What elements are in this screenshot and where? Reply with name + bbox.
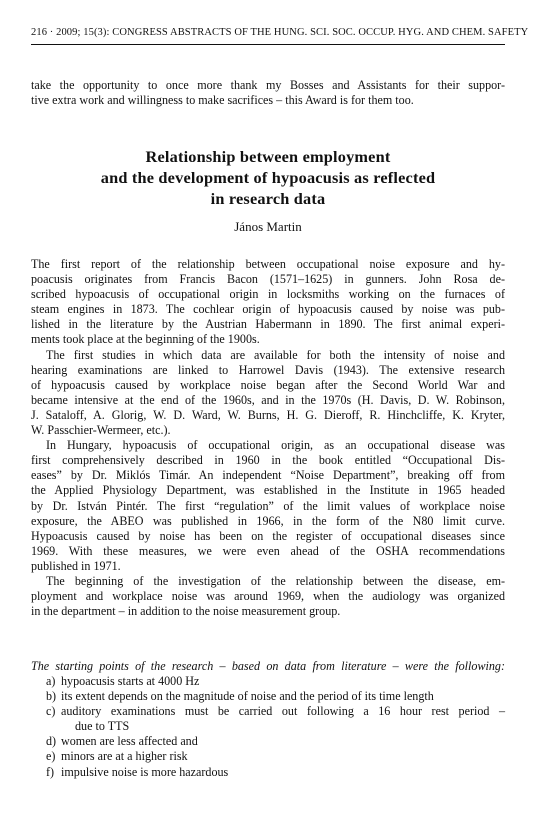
list-marker: a) <box>46 674 56 688</box>
list-item <box>31 704 505 734</box>
list-item-text: hypoacusis starts at 4000 Hz <box>61 674 200 688</box>
article-author: János Martin <box>234 219 302 234</box>
text-line: exposure, the ABEO was published in 1966, in the form of the N80 limit curve. <box>31 513 505 528</box>
text-line: first comprehensively described in 1960 in the book entitled “Occupational Dis- <box>31 453 505 468</box>
text-line: poacusis originates from Francis Bacon (1571–1625) in gunners. John Rosa de- <box>31 272 505 287</box>
list-item-text: women are less affected and <box>61 734 198 749</box>
list-item <box>31 674 505 689</box>
text-line: in the department – in addition to the noise measurement group. <box>31 604 341 619</box>
text-line: steam engines in 1873. The cochlear origin of hypoacusis caused by noise was pub- <box>31 302 505 317</box>
text-line: scribed hypoacusis of occupational origin in locksmiths working on the furnaces of <box>31 287 505 302</box>
article-title <box>31 146 505 209</box>
list-marker: d) <box>46 734 57 749</box>
text-line: became intensive at the end of the 1960s, and in the 1970s (H. Davis, D. W. Robinson, <box>31 392 505 407</box>
text-line: ments took place at the beginning of the 1900s. <box>31 332 260 347</box>
text-line: by Dr. István Pintér. The first “regulation” of the limit values of workplace noise <box>31 498 505 513</box>
list-marker: b) <box>46 689 57 704</box>
intro-paragraph <box>31 78 505 108</box>
text-line: W. Passchier-Wermeer, etc.). <box>31 423 171 438</box>
paragraph <box>31 438 505 574</box>
list-lead: The starting points of the research – based on data from literature – were the following: <box>31 659 505 673</box>
list-item-text: impulsive noise is more hazardous <box>61 764 229 779</box>
list-item-text: auditory examinations must be carried out following a 16 hour rest period – <box>61 704 505 719</box>
title-line: and the development of hypoacusis as reflected <box>100 168 436 187</box>
header-rule <box>31 44 505 45</box>
text-line: The beginning of the investigation of the relationship between the disease, em- <box>46 573 505 588</box>
text-line: 1969. With these measures, we were even ahead of the OSHA recommendations <box>31 543 505 558</box>
list-item <box>31 765 505 780</box>
text-line: ployment and workplace noise was around 1969, when the audiology was organized <box>31 589 505 604</box>
list-item <box>31 734 505 749</box>
paragraph <box>31 574 505 619</box>
text-line: eases” by Dr. Miklós Timár. An independent “Noise Department”, breaking off from <box>31 468 505 483</box>
text-line: of hypoacusis caused by workplace noise began after the Second World War and <box>31 377 505 392</box>
text-line: published in 1971. <box>31 558 121 573</box>
text-line: hearing examinations are linked to Harrowel Davis (1943). The extensive research <box>31 362 505 377</box>
title-line: in research data <box>210 189 326 208</box>
list-item-text: its extent depends on the magnitude of noise and the period of its time length <box>61 689 434 704</box>
text-line: In Hungary, hypoacusis of occupational origin, as an occupational disease was <box>46 438 505 453</box>
list-item-text: due to TTS <box>75 719 130 734</box>
paragraph <box>31 257 505 348</box>
paragraph <box>31 348 505 439</box>
text-line: tive extra work and willingness to make sacrifices – this Award is for them too. <box>31 93 414 108</box>
running-head: 216 · 2009; 15(3): CONGRESS ABSTRACTS OF THE HUNG. SCI. SOC. OCCUP. HYG. AND CHEM. SAFETY <box>31 27 529 38</box>
text-line: take the opportunity to once more thank my Bosses and Assistants for their suppor- <box>31 78 505 92</box>
text-line: The first report of the relationship between occupational noise exposure and hy- <box>31 257 505 271</box>
list-item-text: minors are at a higher risk <box>61 749 188 764</box>
list-item <box>31 749 505 764</box>
text-line: The first studies in which data are available for both the intensity of noise and <box>46 347 505 362</box>
starting-points-list <box>31 674 505 780</box>
text-line: Hypoacusis caused by noise has been on the register of occupational diseases since <box>31 528 505 543</box>
list-marker: e) <box>46 749 56 764</box>
title-line: Relationship between employment <box>145 147 391 166</box>
text-line: lished in the literature by the Austrian Habermann in 1890. The first animal experi- <box>31 317 505 332</box>
list-item <box>31 689 505 704</box>
text-line: J. Sataloff, A. Glorig, W. D. Ward, W. Burns, H. G. Dieroff, R. Hinchcliffe, K. Kryter, <box>31 407 505 422</box>
text-line: the Applied Physiology Department, was established in the Institute in 1965 headed <box>31 483 505 498</box>
list-marker: c) <box>46 704 56 719</box>
list-marker: f) <box>46 764 55 779</box>
article-body <box>31 257 505 619</box>
